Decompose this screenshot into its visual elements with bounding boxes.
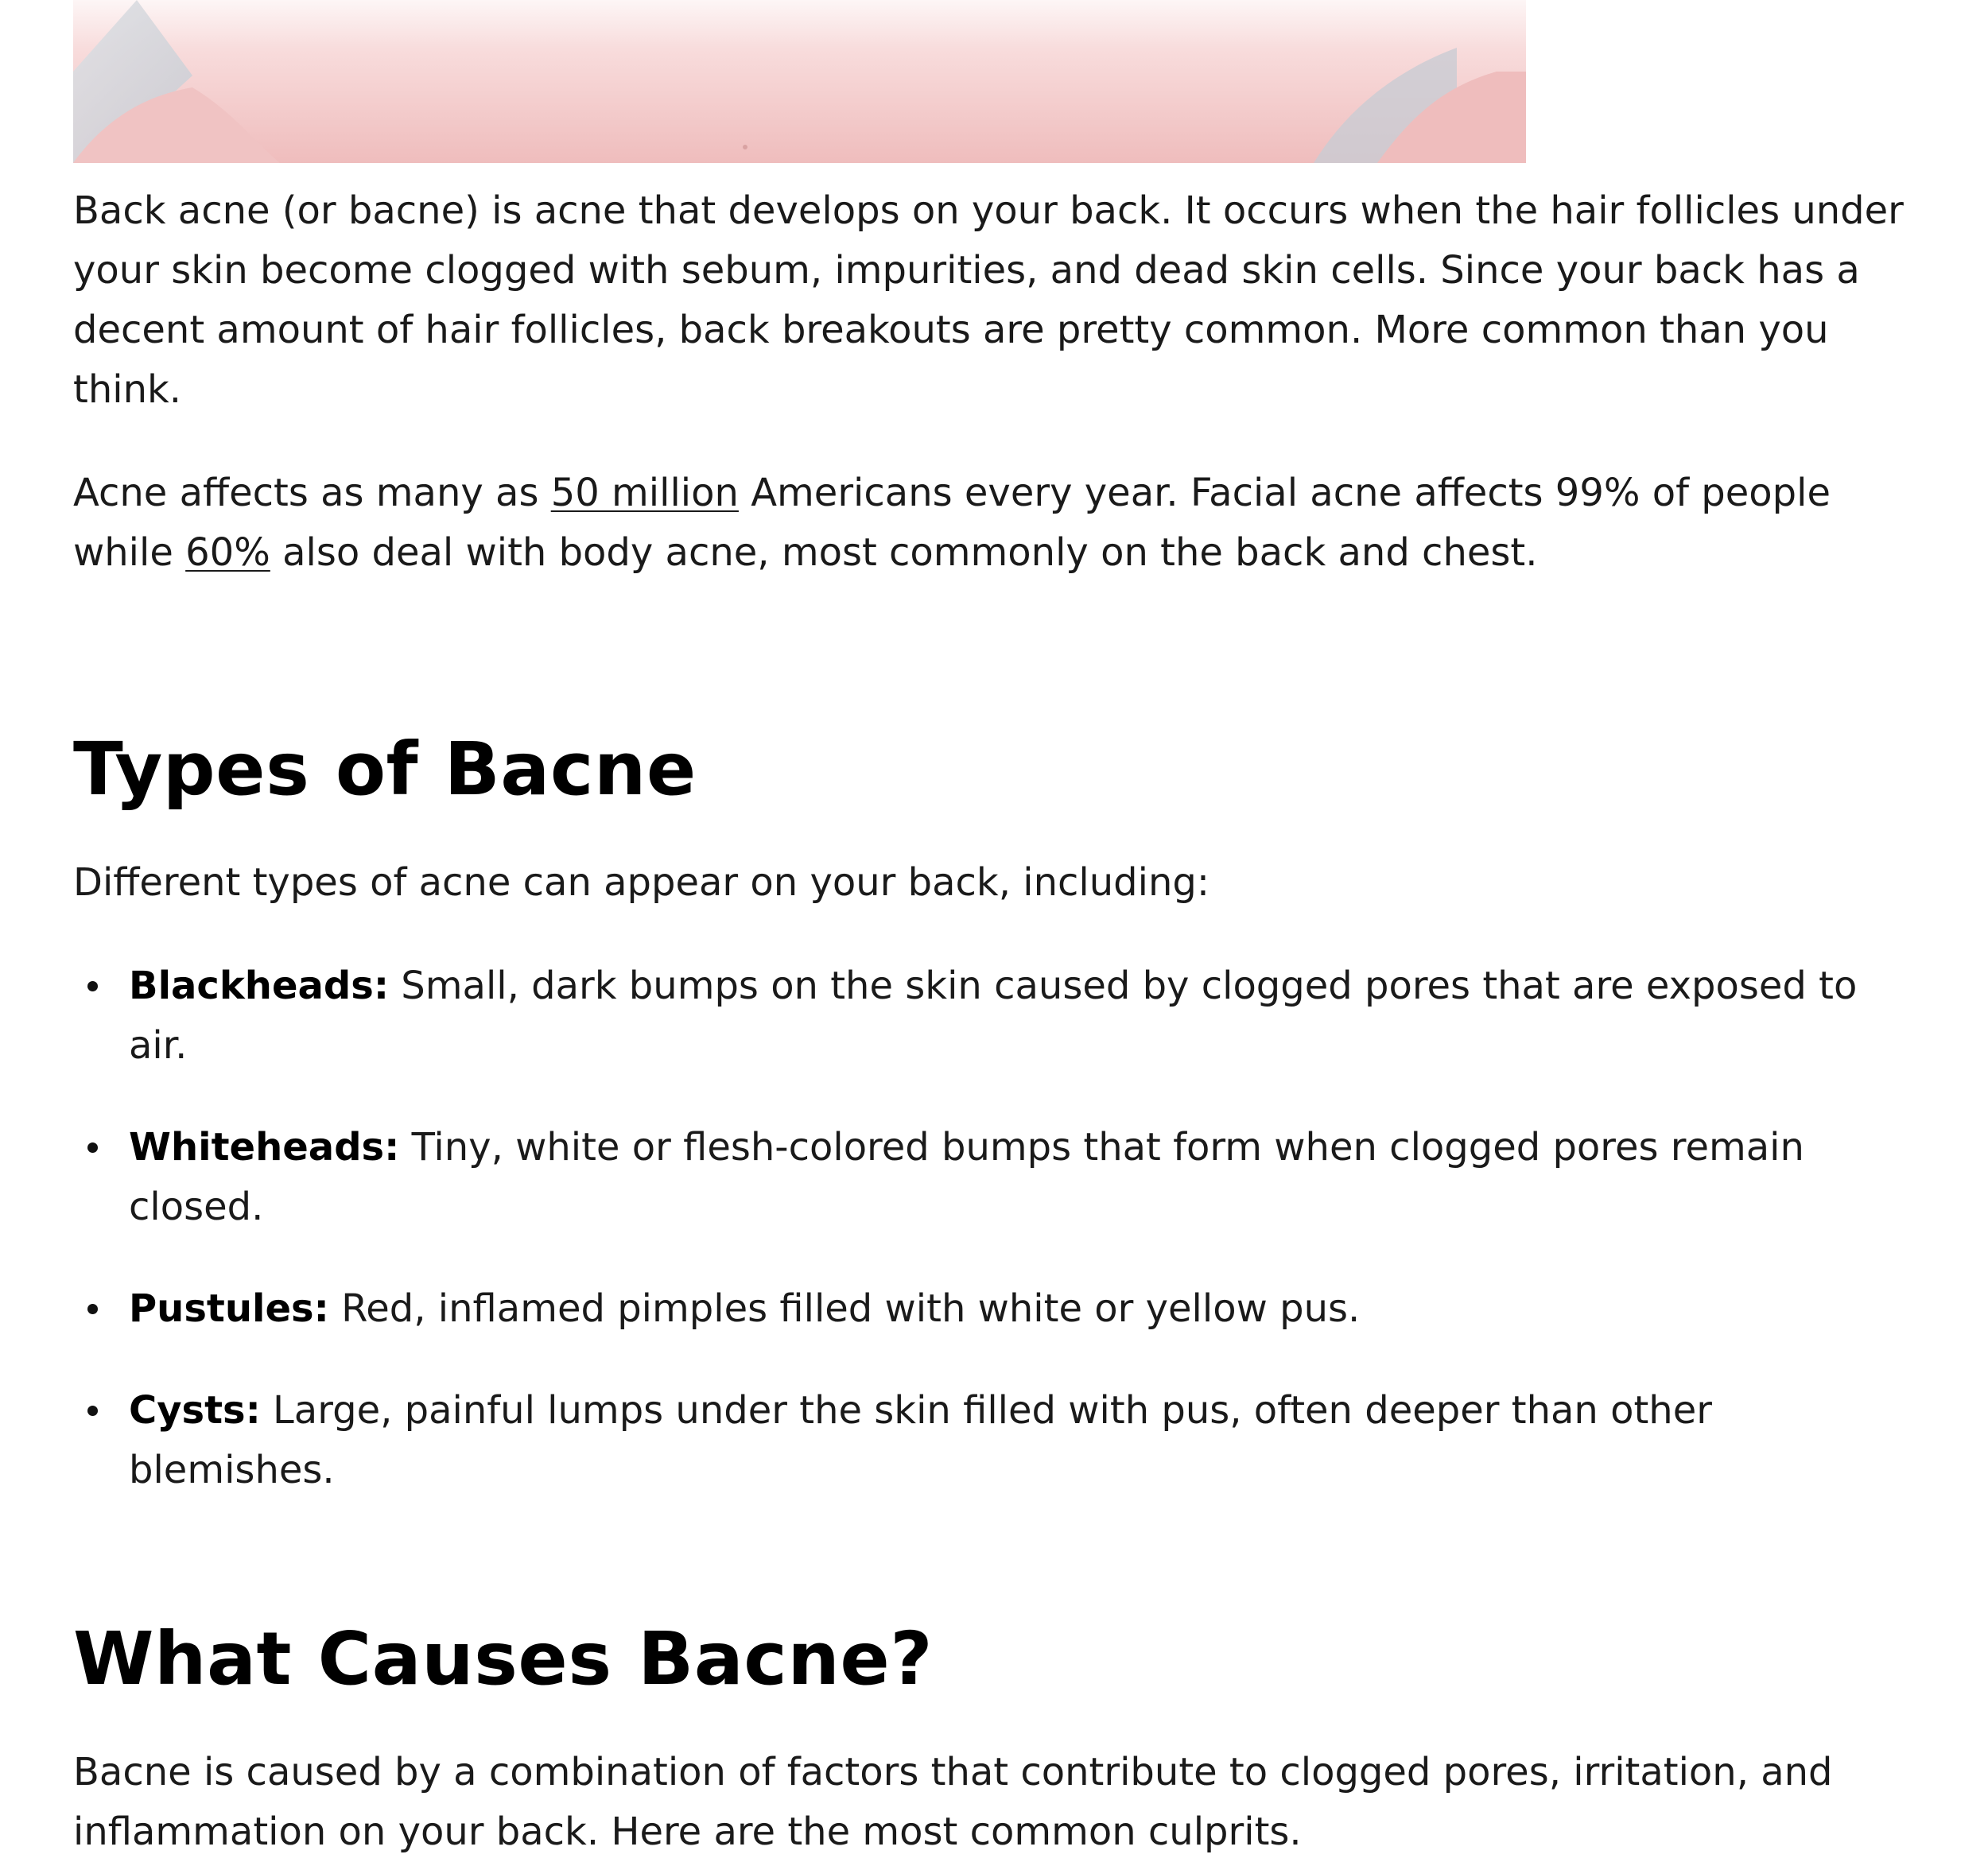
stats-text-2: Americans every year. Facial acne affects 99% of people while	[73, 471, 1831, 575]
list-item	[73, 1279, 1926, 1339]
back-skin-illustration	[73, 0, 1526, 163]
term-label: Cysts:	[129, 1388, 261, 1433]
term-description: Red, inflamed pimples filled with white or yellow pus.	[328, 1286, 1361, 1331]
stats-text-3: also deal with body acne, most commonly on the back and chest.	[270, 530, 1538, 575]
causes-heading: What Causes Bacne?	[73, 1616, 934, 1701]
intro-paragraph: Back acne (or bacne) is acne that develops on your back. It occurs when the hair follicles under your skin become clogged with sebum, impurities, and dead skin cells. Since your back has a decent amount of hair follicles, back breakouts are pretty common. More common than you think.	[73, 188, 1904, 412]
bullet-icon	[87, 1304, 98, 1314]
link-60-percent[interactable]: 60%	[185, 530, 270, 575]
types-list	[73, 956, 1926, 1500]
article-body	[73, 181, 1926, 1862]
stats-text-1: Acne affects as many as	[73, 471, 551, 515]
term-description: Large, painful lumps under the skin filled with pus, often deeper than other blemishes.	[129, 1388, 1712, 1492]
term-description: Small, dark bumps on the skin caused by clogged pores that are exposed to air.	[129, 964, 1858, 1068]
term-description: Tiny, white or flesh-colored bumps that form when clogged pores remain closed.	[129, 1125, 1804, 1229]
types-intro: Different types of acne can appear on your back, including:	[73, 860, 1210, 905]
stats-paragraph	[73, 464, 1926, 583]
types-heading: Types of Bacne	[73, 727, 697, 812]
term-label: Whiteheads:	[129, 1125, 400, 1170]
bullet-icon	[87, 1142, 98, 1153]
list-item	[73, 1118, 1926, 1237]
term-label: Blackheads:	[129, 964, 390, 1008]
causes-paragraph: Bacne is caused by a combination of factors that contribute to clogged pores, irritation, and inflammation on your back. Here are the most common culprits.	[73, 1750, 1833, 1854]
bullet-icon	[87, 981, 98, 991]
list-item	[73, 956, 1926, 1076]
list-item	[73, 1381, 1926, 1500]
link-50-million[interactable]: 50 million	[550, 471, 739, 515]
term-label: Pustules:	[129, 1286, 329, 1331]
bullet-icon	[87, 1406, 98, 1416]
hero-image	[73, 0, 1526, 163]
